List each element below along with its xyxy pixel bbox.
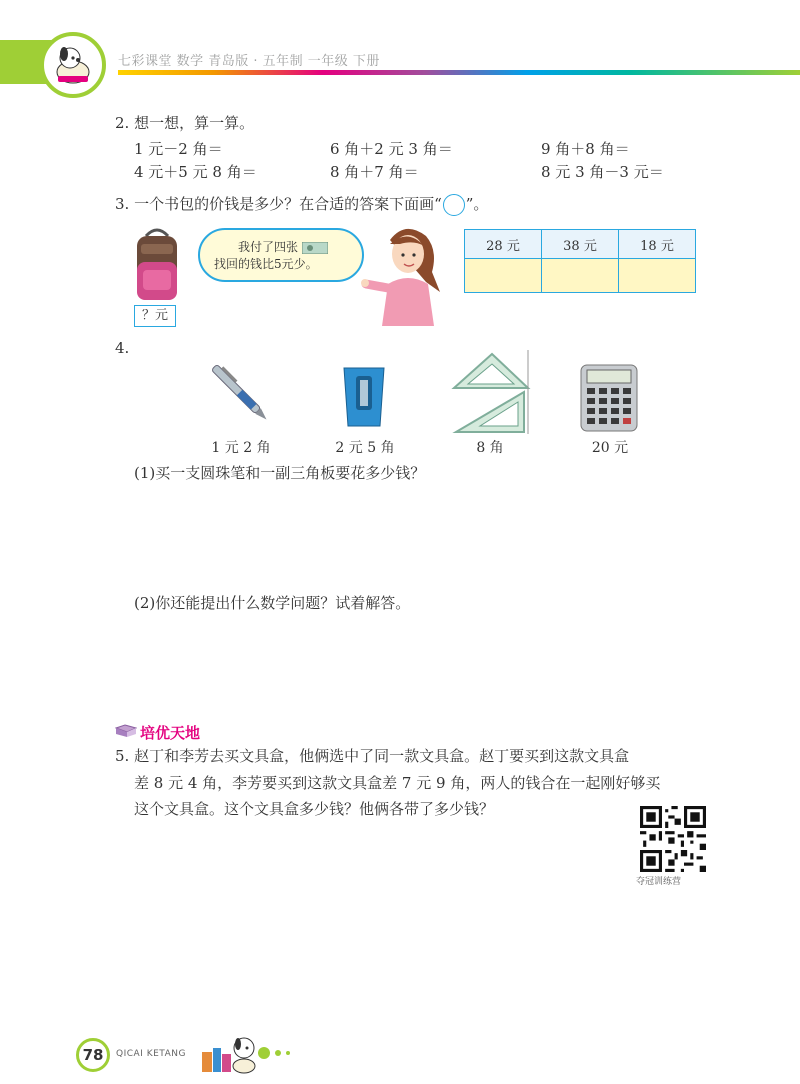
footer-mascot-icon [198, 1030, 260, 1074]
dog-mascot-icon [44, 36, 102, 94]
q2-item: 1 元－2 角＝ [134, 140, 223, 158]
sharpener-price: 2 元 5 角 [335, 440, 395, 456]
qr-caption: 夺冠训练营 [636, 877, 682, 887]
calculator-icon [580, 364, 638, 432]
q5-line: 差 8 元 4 角，李芳要买到这款文具盒差 7 元 9 角，两人的钱合在一起刚好够买 [134, 774, 661, 792]
q2-item: 4 元＋5 元 8 角＝ [134, 163, 257, 181]
section-title: 培优天地 [140, 724, 201, 742]
girl-illustration-icon [360, 222, 460, 326]
header-logo [40, 32, 106, 98]
speech-bubble [198, 228, 364, 282]
answer-cell[interactable] [465, 259, 542, 293]
circle-mark-icon [443, 194, 465, 216]
option-cell: 28 元 [465, 230, 542, 259]
q3-prompt-end: ”。 [465, 195, 489, 213]
option-cell: 18 元 [619, 230, 696, 259]
q2-prompt: 2. 想一想，算一算。 [115, 114, 255, 132]
pen-price: 1 元 2 角 [211, 440, 271, 456]
q4-number: 4. [115, 339, 130, 357]
qr-code-icon[interactable] [640, 806, 706, 872]
header-rainbow-stripe [118, 70, 800, 75]
footer-dots-icon [258, 1046, 298, 1060]
q3-prompt-text: 3. 一个书包的价钱是多少？在合适的答案下面画“ [115, 195, 442, 213]
banknote-icon [302, 242, 328, 254]
q2-item: 8 角＋7 角＝ [330, 163, 419, 181]
q5-line: 这个文具盒。这个文具盒多少钱？他俩各带了多少钱？ [134, 800, 495, 818]
header-title: 七彩课堂 数学 青岛版 · 五年制 一年级 下册 [118, 54, 380, 69]
answer-cell[interactable] [619, 259, 696, 293]
book-icon [115, 724, 137, 738]
q4-sub2: (2)你还能提出什么数学问题？试着解答。 [134, 594, 411, 612]
answer-table [464, 229, 696, 293]
footer-brand: QICAI KETANG [116, 1049, 186, 1059]
bag-price-box: ？元 [134, 305, 176, 327]
calculator-price: 20 元 [591, 440, 629, 456]
q2-item: 8 元 3 角－3 元＝ [541, 163, 664, 181]
backpack-icon [132, 226, 182, 304]
option-cell: 38 元 [542, 230, 619, 259]
answer-cell[interactable] [542, 259, 619, 293]
q2-item: 6 角＋2 元 3 角＝ [330, 140, 453, 158]
triangle-ruler-price: 8 角 [476, 440, 504, 456]
bubble-line-1: 我付了四张 [238, 240, 299, 254]
q5-line: 5. 赵丁和李芳去买文具盒，他俩选中了同一款文具盒。赵丁要买到这款文具盒 [115, 747, 630, 765]
page-number: 78 [76, 1038, 110, 1072]
bubble-line-2: 找回的钱比5元少。 [214, 257, 318, 271]
triangle-ruler-icon [450, 350, 532, 434]
q4-sub1: (1)买一支圆珠笔和一副三角板要花多少钱？ [134, 464, 426, 482]
pen-icon [205, 356, 277, 432]
q3-prompt [115, 194, 488, 216]
q2-item: 9 角＋8 角＝ [541, 140, 630, 158]
sharpener-icon [338, 362, 390, 430]
